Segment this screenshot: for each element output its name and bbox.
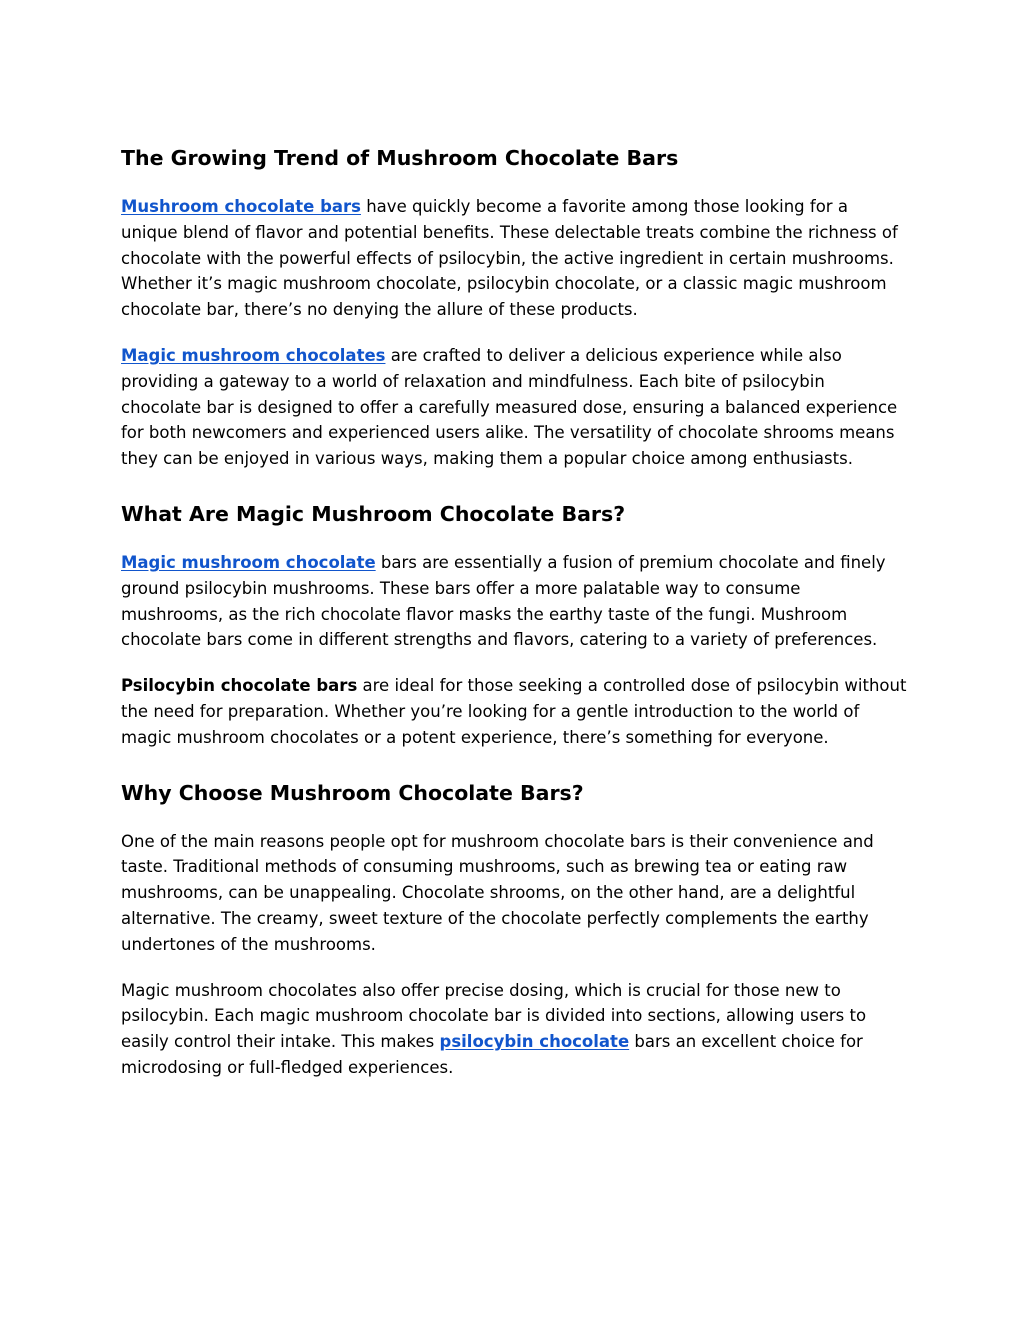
heading-growing-trend: The Growing Trend of Mushroom Chocolate Bars: [121, 146, 679, 170]
link-magic-mushroom-chocolate[interactable]: Magic mushroom chocolate: [121, 552, 376, 572]
paragraph-psilocybin-bars: [121, 673, 907, 750]
paragraph-convenience: One of the main reasons people opt for mushroom chocolate bars is their convenience and taste. Traditional methods of consuming mushrooms, such as brewing tea or eating raw mushrooms, can be unappealing. Chocolate shrooms, on the other hand, are a delightful alternative. The creamy, sweet texture of the chocolate perfectly complements the earthy undertones of the mushrooms.: [121, 831, 874, 954]
paragraph-fusion: [121, 550, 907, 653]
paragraph-dosing-text-after: bars an excellent choice for microdosing or full-fledged experiences.: [121, 1032, 863, 1077]
paragraph-intro: [121, 194, 907, 323]
link-psilocybin-chocolate[interactable]: psilocybin chocolate: [439, 1032, 630, 1052]
bold-psilocybin-chocolate-bars: Psilocybin chocolate bars: [121, 676, 358, 696]
heading-what-are: What Are Magic Mushroom Chocolate Bars?: [121, 501, 626, 526]
paragraph-intro-text: have quickly become a favorite among those looking for a unique blend of flavor and potential benefits. These delectable treats combine the richness of chocolate with the powerful effects of psilocybin, the active ingredient in certain mushrooms. Whether it’s magic mushroom chocolate, psilocybin chocolate, or a classic magic mushroom chocolate bar, there’s no denying the allure of these products.: [121, 197, 898, 320]
link-mushroom-chocolate-bars[interactable]: Mushroom chocolate bars: [121, 197, 361, 216]
document-page: [121, 143, 907, 1081]
paragraph-magic-chocolates-text: are crafted to deliver a delicious experience while also providing a gateway to a world of relaxation and mindfulness. Each bite of psilocybin chocolate bar is designed to offer a carefully measured dose, ensuring a balanced experience for both newcomers and experienced users alike. The versatility of chocolate shrooms means they can be enjoyed in various ways, making them a popular choice among enthusiasts.: [121, 345, 898, 469]
paragraph-psilocybin-bars-text: are ideal for those seeking a controlled dose of psilocybin without the need for preparation. Whether you’re looking for a gentle introduction to the world of magic mushroom chocolates or a potent experience, there’s something for everyone.: [121, 676, 907, 747]
paragraph-magic-chocolates: [121, 343, 907, 472]
paragraph-dosing-text-before: Magic mushroom chocolates also offer precise dosing, which is crucial for those new to psilocybin. Each magic mushroom chocolate bar is divided into sections, allowing users to easily control their intake. This makes: [121, 980, 867, 1052]
paragraph-fusion-text: bars are essentially a fusion of premium chocolate and finely ground psilocybin mushrooms. These bars offer a more palatable way to consume mushrooms, as the rich chocolate flavor masks the earthy taste of the fungi. Mushroom chocolate bars come in different strengths and flavors, catering to a variety of preferences.: [121, 552, 886, 650]
link-magic-mushroom-chocolates[interactable]: Magic mushroom chocolates: [121, 345, 386, 365]
heading-why-choose: Why Choose Mushroom Chocolate Bars?: [121, 780, 584, 805]
paragraph-dosing: [121, 978, 907, 1081]
